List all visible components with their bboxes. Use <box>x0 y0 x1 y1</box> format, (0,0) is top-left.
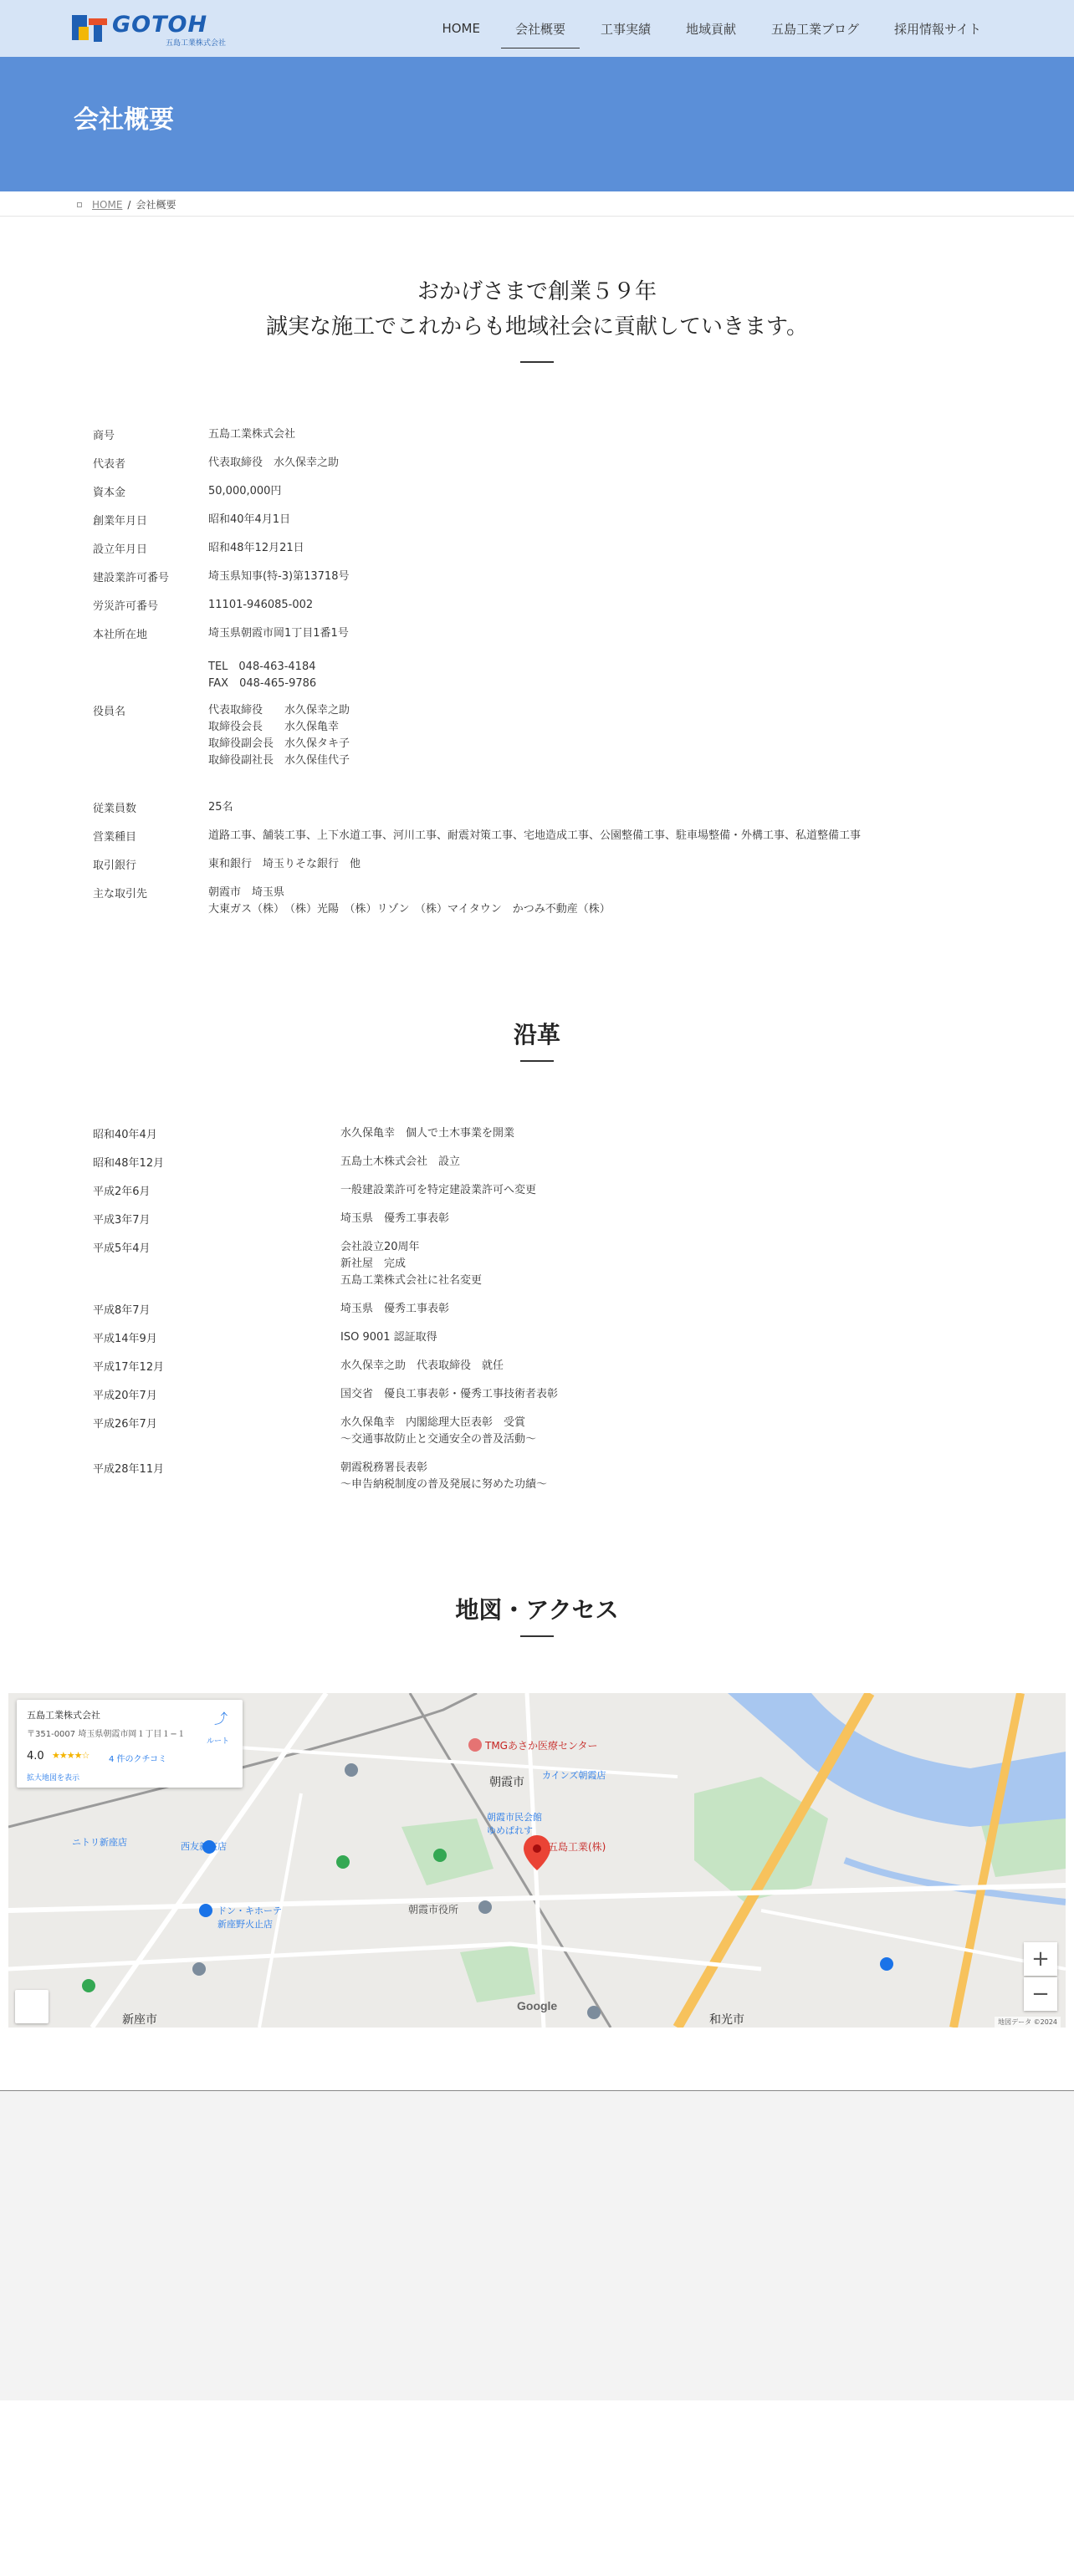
breadcrumb-separator: / <box>127 198 131 211</box>
map-credit[interactable]: 地図データ ©2024 <box>995 2017 1061 2028</box>
company-pin-label: 五島工業(株) <box>548 1841 606 1853</box>
access-rule <box>520 1635 554 1637</box>
history-date: 平成5年4月 <box>93 1242 151 1255</box>
nav-community[interactable]: 地域貢献 <box>686 21 737 37</box>
google-map[interactable] <box>8 1693 1066 2028</box>
rating-stars-icon: ★★★★☆ <box>52 1750 90 1761</box>
breadcrumb-divider <box>0 216 1074 217</box>
row-label: 創業年月日 <box>93 515 148 528</box>
map-label-nitori: ニトリ新座店 <box>72 1837 127 1848</box>
logo-subtext: 五島工業株式会社 <box>166 39 227 48</box>
row-label: 代表者 <box>93 458 126 471</box>
history-date: 平成14年9月 <box>93 1333 157 1345</box>
breadcrumb-home-link[interactable]: HOME <box>92 198 123 211</box>
map-label-shiminkaikan: 朝霞市民会館 ゆめぱれす <box>487 1812 542 1836</box>
history-date: 平成8年7月 <box>93 1304 151 1317</box>
history-date: 昭和48年12月 <box>93 1157 165 1170</box>
row-value: 昭和40年4月1日 <box>208 513 291 526</box>
map-label-niiza: 新座市 <box>122 2013 157 2027</box>
site-header <box>0 0 1074 57</box>
history-date: 平成17年12月 <box>93 1361 165 1374</box>
page-header-band <box>0 57 1074 191</box>
logo-wordmark: GOTOH <box>112 12 208 38</box>
intro-rule <box>520 361 554 363</box>
intro-heading <box>0 274 1074 344</box>
map-label-tmg: TMGあさか医療センター <box>485 1740 598 1752</box>
map-label-city-hall: 朝霞市役所 <box>408 1904 459 1915</box>
intro-line-1: おかげさまで創業５９年 <box>417 279 657 304</box>
page-title: 会社概要 <box>74 105 174 135</box>
row-label: 商号 <box>93 430 115 442</box>
row-label: 取引銀行 <box>93 860 137 872</box>
row-label: 資本金 <box>93 487 126 499</box>
map-label-nishitomo: 西友新座店 <box>181 1841 227 1852</box>
row-value: 代表取締役 水久保幸之助 取締役会長 水久保亀幸 取締役副会長 水久保タキ子 取締役副社長 水久保佳代子 <box>208 704 350 767</box>
google-logo: Google <box>517 1999 558 2012</box>
street-view-icon[interactable] <box>15 1990 49 2023</box>
place-info-card <box>17 1700 243 1788</box>
nav-company[interactable]: 会社概要 <box>498 0 583 57</box>
map-label-cainz: カインズ朝霞店 <box>542 1770 606 1781</box>
history-date: 平成2年6月 <box>93 1186 151 1198</box>
history-event: ISO 9001 認証取得 <box>340 1331 437 1344</box>
row-label: 本社所在地 <box>93 629 148 641</box>
site-footer <box>0 2091 1074 2400</box>
row-label: 営業種目 <box>93 831 137 844</box>
history-event: 朝霞税務署長表彰 ～申告納税制度の普及発展に努めた功績～ <box>340 1461 548 1491</box>
nav-recruit[interactable]: 採用情報サイト <box>894 21 981 37</box>
reviews-link[interactable]: 4 件のクチコミ <box>109 1755 167 1764</box>
intro-line-2: 誠実な施工でこれからも地域社会に貢献していきます。 <box>266 314 808 339</box>
row-value: 埼玉県朝霞市岡1丁目1番1号 TEL 048-463-4184 FAX 048-465-9786 <box>208 627 349 690</box>
history-title: 沿革 <box>513 1021 560 1048</box>
history-event: 一般建設業許可を特定建設業許可へ変更 <box>340 1184 537 1196</box>
history-event: 五島土木株式会社 設立 <box>340 1155 461 1168</box>
history-event: 国交省 優良工事表彰・優秀工事技術者表彰 <box>340 1388 559 1400</box>
larger-map-link[interactable]: 拡大地図を表示 <box>27 1774 80 1783</box>
directions-icon[interactable]: ⤴ <box>214 1711 228 1727</box>
history-event: 水久保亀幸 内閣総理大臣表彰 受賞 ～交通事故防止と交通安全の普及活動～ <box>340 1416 537 1446</box>
row-value: 11101-946085-002 <box>208 599 314 611</box>
nav-works[interactable]: 工事実績 <box>601 21 652 37</box>
nav-blog[interactable]: 五島工業ブログ <box>771 21 860 37</box>
history-date: 平成26年7月 <box>93 1418 157 1431</box>
map-label-wako: 和光市 <box>709 2013 744 2027</box>
row-label: 労災許可番号 <box>93 600 159 613</box>
history-event: 水久保幸之助 代表取締役 就任 <box>340 1359 504 1372</box>
row-value: 50,000,000円 <box>208 485 282 497</box>
row-value: 朝霞市 埼玉県 大東ガス（株） （株）光陽 （株）リゾン （株）マイタウン かつみ不動産（株） <box>208 886 611 916</box>
history-date: 昭和40年4月 <box>93 1129 157 1141</box>
row-label: 主な取引先 <box>93 888 148 900</box>
zoom-out-button[interactable]: − <box>1024 1977 1057 2011</box>
map-label-donki: ドン・キホーテ 新座野火止店 <box>217 1905 282 1930</box>
logo-mark-icon <box>72 15 109 42</box>
row-value: 東和銀行 埼玉りそな銀行 他 <box>208 858 361 870</box>
row-value: 道路工事、舗装工事、上下水道工事、河川工事、耐震対策工事、宅地造成工事、公園整備工事、駐車場整備・外構工事、私道整備工事 <box>208 829 862 842</box>
history-event: 埼玉県 優秀工事表彰 <box>340 1212 450 1225</box>
nav-home[interactable]: HOME <box>442 21 480 36</box>
row-value: 埼玉県知事(特-3)第13718号 <box>208 570 350 583</box>
site-logo[interactable] <box>72 13 239 47</box>
history-date: 平成3年7月 <box>93 1214 151 1227</box>
breadcrumb <box>77 197 176 212</box>
access-title: 地図・アクセス <box>455 1596 619 1624</box>
history-event: 会社設立20周年 新社屋 完成 五島工業株式会社に社名変更 <box>340 1241 483 1287</box>
history-date: 平成28年11月 <box>93 1463 165 1476</box>
directions-label[interactable]: ルート <box>206 1737 229 1746</box>
map-label-asaka: 朝霞市 <box>489 1776 524 1789</box>
row-label: 従業員数 <box>93 803 137 815</box>
history-event: 埼玉県 優秀工事表彰 <box>340 1303 450 1315</box>
row-value: 25名 <box>208 801 233 814</box>
history-date: 平成20年7月 <box>93 1390 157 1402</box>
row-label: 設立年月日 <box>93 543 148 556</box>
place-name: 五島工業株式会社 <box>27 1710 100 1721</box>
history-event: 水久保亀幸 個人で土木事業を開業 <box>340 1127 515 1140</box>
place-rating: 4.0 <box>27 1750 44 1762</box>
row-label: 建設業許可番号 <box>93 572 170 584</box>
history-rule <box>520 1060 554 1062</box>
main-nav <box>424 0 999 57</box>
row-value: 代表取締役 水久保幸之助 <box>208 457 340 469</box>
breadcrumb-current: 会社概要 <box>136 199 176 211</box>
zoom-in-button[interactable]: + <box>1024 1942 1057 1976</box>
row-label: 役員名 <box>93 706 126 718</box>
place-address: 〒351-0007 埼玉県朝霞市岡１丁目１−１ <box>27 1730 186 1739</box>
home-icon <box>77 202 82 207</box>
row-value: 昭和48年12月21日 <box>208 542 304 554</box>
row-value: 五島工業株式会社 <box>208 428 296 441</box>
